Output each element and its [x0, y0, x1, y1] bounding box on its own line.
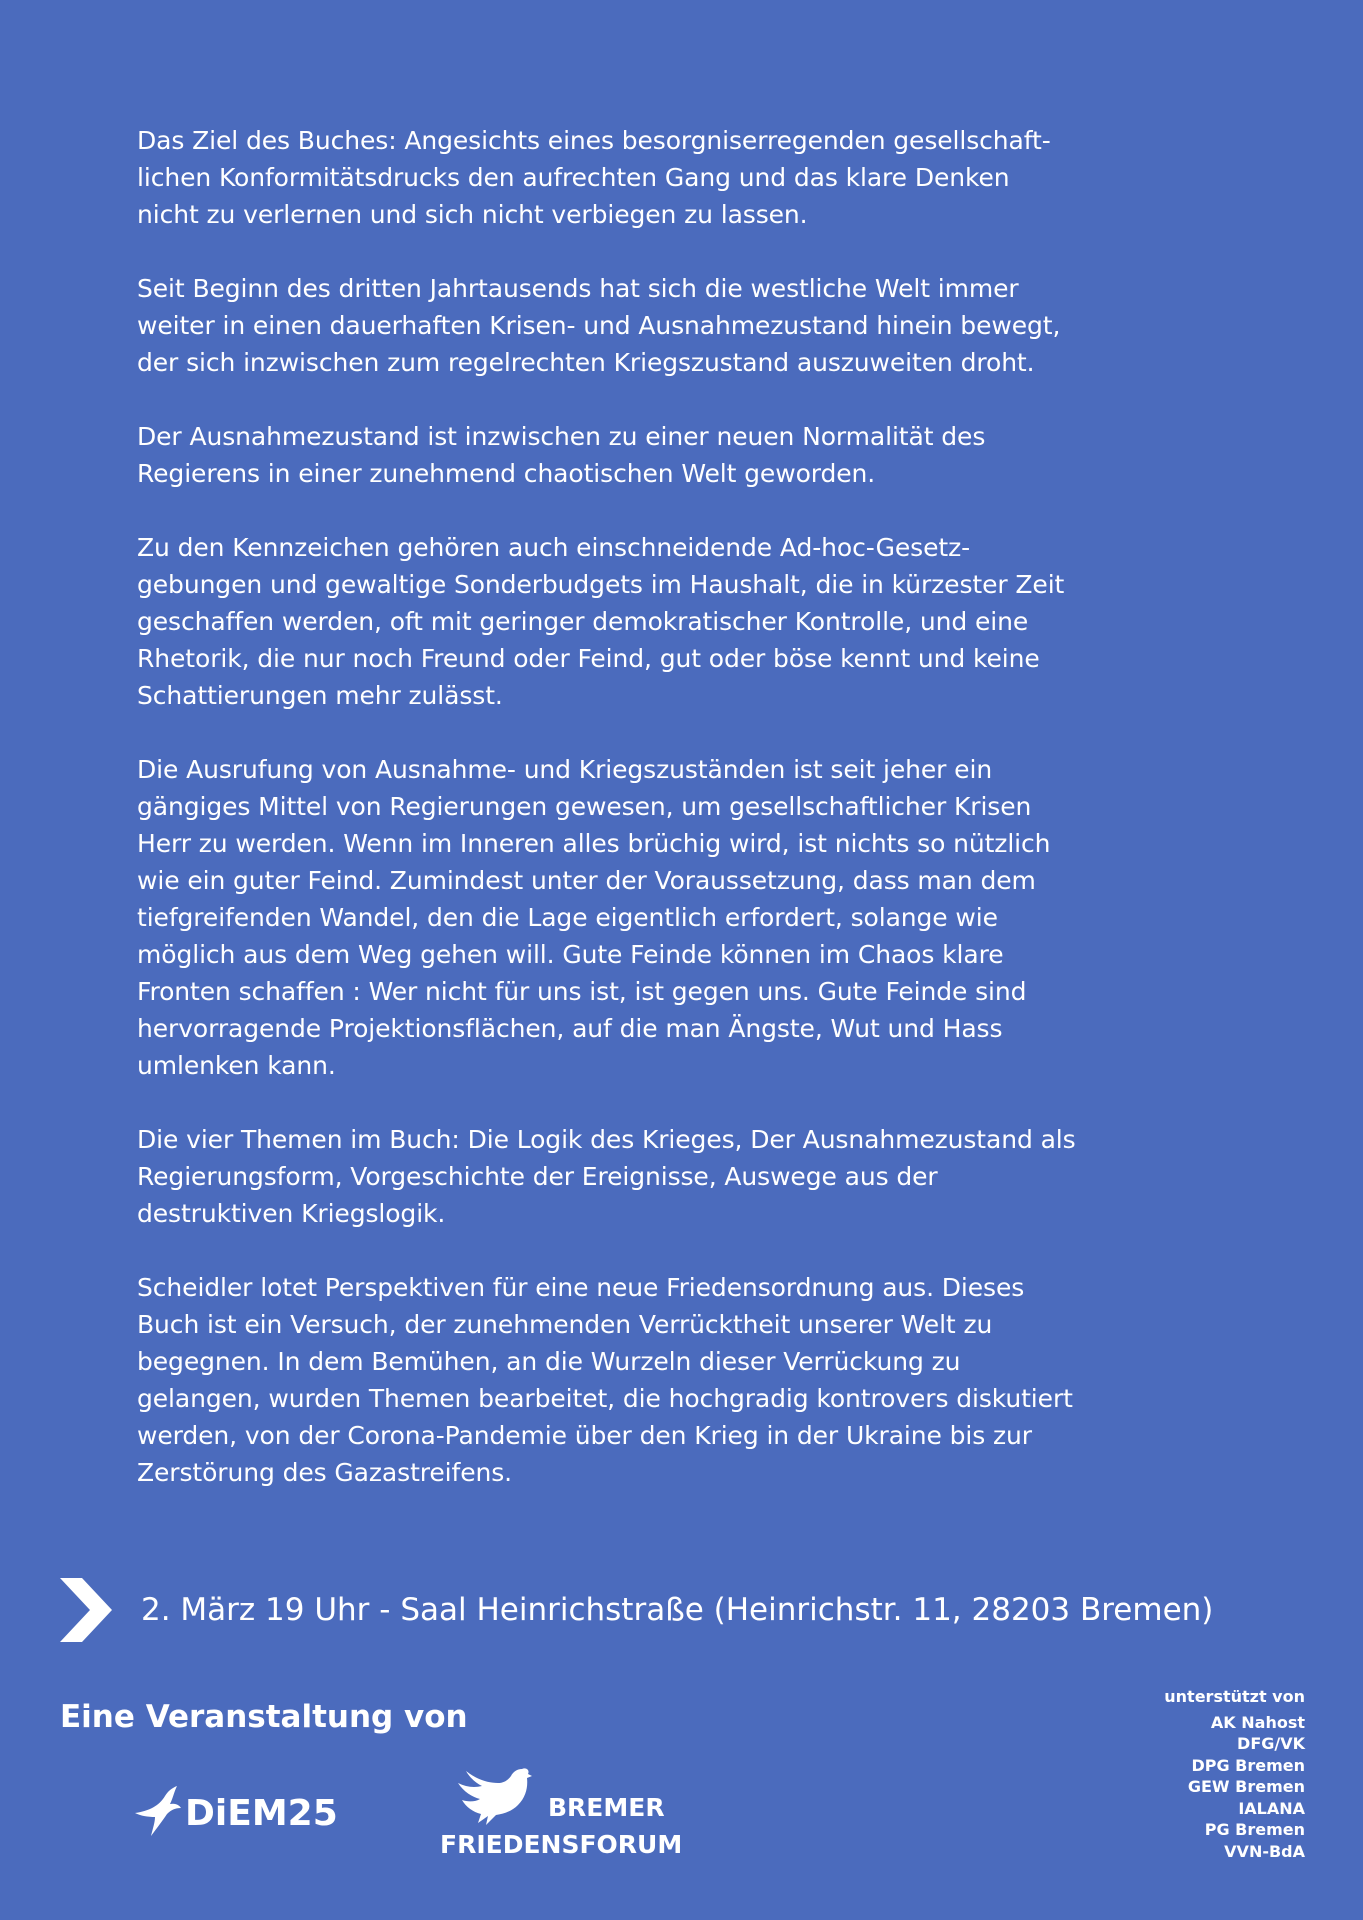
bff-logo-line1: BREMER	[548, 1793, 665, 1822]
intro-paragraph: Der Ausnahmezustand ist inzwischen zu einer neuen Normalität des Regierens in einer zunehmend chaotischen Welt geworden.	[137, 422, 986, 488]
supporter-item: AK Nahost	[1210, 1712, 1305, 1732]
intro-paragraph: Seit Beginn des dritten Jahrtausends hat sich die westliche Welt immer weiter in einen dauerhaften Krisen- und Ausnahmezustand hinein bewegt, der sich inzwischen zum regelrechten Kriegszustand auszuweiten droht.	[137, 274, 1061, 377]
dove-icon	[456, 1767, 532, 1833]
supporter-item: IALANA	[1238, 1798, 1305, 1818]
intro-paragraph: Scheidler lotet Perspektiven für eine neue Friedensordnung aus. Dieses Buch ist ein Versuch, der zunehmenden Verrücktheit unserer Welt zu begegnen. In dem Bemühen, an die Wurzeln dieser Verrückung zu gelangen, wurden Themen bearbeitet, die hochgradig kontrovers diskutiert werden, von der Corona-Pandemie über den Krieg in der Ukraine bis zur Zerstörung des Gazastreifens.	[137, 1273, 1073, 1487]
supporter-item: DFG/VK	[1237, 1734, 1305, 1753]
supporters-list	[1164, 1686, 1305, 1862]
organizer-heading: Eine Veranstaltung von	[60, 1699, 468, 1735]
supporters-title: unterstützt von	[1164, 1687, 1305, 1706]
intro-paragraph: Das Ziel des Buches: Angesichts eines besorgniserregenden gesellschaft- lichen Konformitätsdrucks den aufrechten Gang und das klare Denken nicht zu verlernen und sich nicht verbiegen zu lassen.	[137, 126, 1051, 229]
intro-paragraph: Die vier Themen im Buch: Die Logik des Krieges, Der Ausnahmezustand als Regierungsform, Vorgeschichte der Ereignisse, Auswege aus der destruktiven Kriegslogik.	[137, 1125, 1076, 1228]
event-details: 2. März 19 Uhr - Saal Heinrichstraße (Heinrichstr. 11, 28203 Bremen)	[141, 1592, 1214, 1628]
bff-logo-line2: FRIEDENSFORUM	[440, 1830, 683, 1859]
diem25-logo	[135, 1786, 338, 1840]
supporter-item: VVN-BdA	[1224, 1841, 1305, 1861]
supporter-item: DPG Bremen	[1191, 1755, 1305, 1775]
event-info	[60, 1578, 1213, 1642]
bremer-friedensforum-logo	[440, 1767, 683, 1862]
supporter-item: PG Bremen	[1204, 1820, 1305, 1839]
diem25-logo-text: DiEM25	[185, 1792, 338, 1834]
book-description	[137, 122, 1237, 1528]
swift-bird-icon	[135, 1786, 181, 1840]
chevron-right-icon	[60, 1578, 112, 1642]
intro-paragraph: Die Ausrufung von Ausnahme- und Kriegszuständen ist seit jeher ein gängiges Mittel von Regierungen gewesen, um gesellschaftlicher Krisen Herr zu werden. Wenn im Inneren alles brüchig wird, ist nichts so nützlich wie ein guter Feind. Zumindest unter der Voraussetzung, dass man dem tiefgreifenden Wandel, den die Lage eigentlich erfordert, solange wie möglich aus dem Weg gehen will. Gute Feinde können im Chaos klare Fronten schaffen : Wer nicht für uns ist, ist gegen uns. Gute Feinde sind hervorragende Projektionsflächen, auf die man Ängste, Wut und Hass umlenken kann.	[137, 755, 1051, 1080]
supporter-item: GEW Bremen	[1187, 1777, 1305, 1796]
intro-paragraph: Zu den Kennzeichen gehören auch einschneidende Ad-hoc-Gesetz- gebungen und gewaltige Sonderbudgets im Haushalt, die in kürzester Zeit geschaffen werden, oft mit geringer demokratischer Kontrolle, und eine Rhetorik, die nur noch Freund oder Feind, gut oder böse kennt und keine Schattierungen mehr zulässt.	[137, 533, 1065, 710]
